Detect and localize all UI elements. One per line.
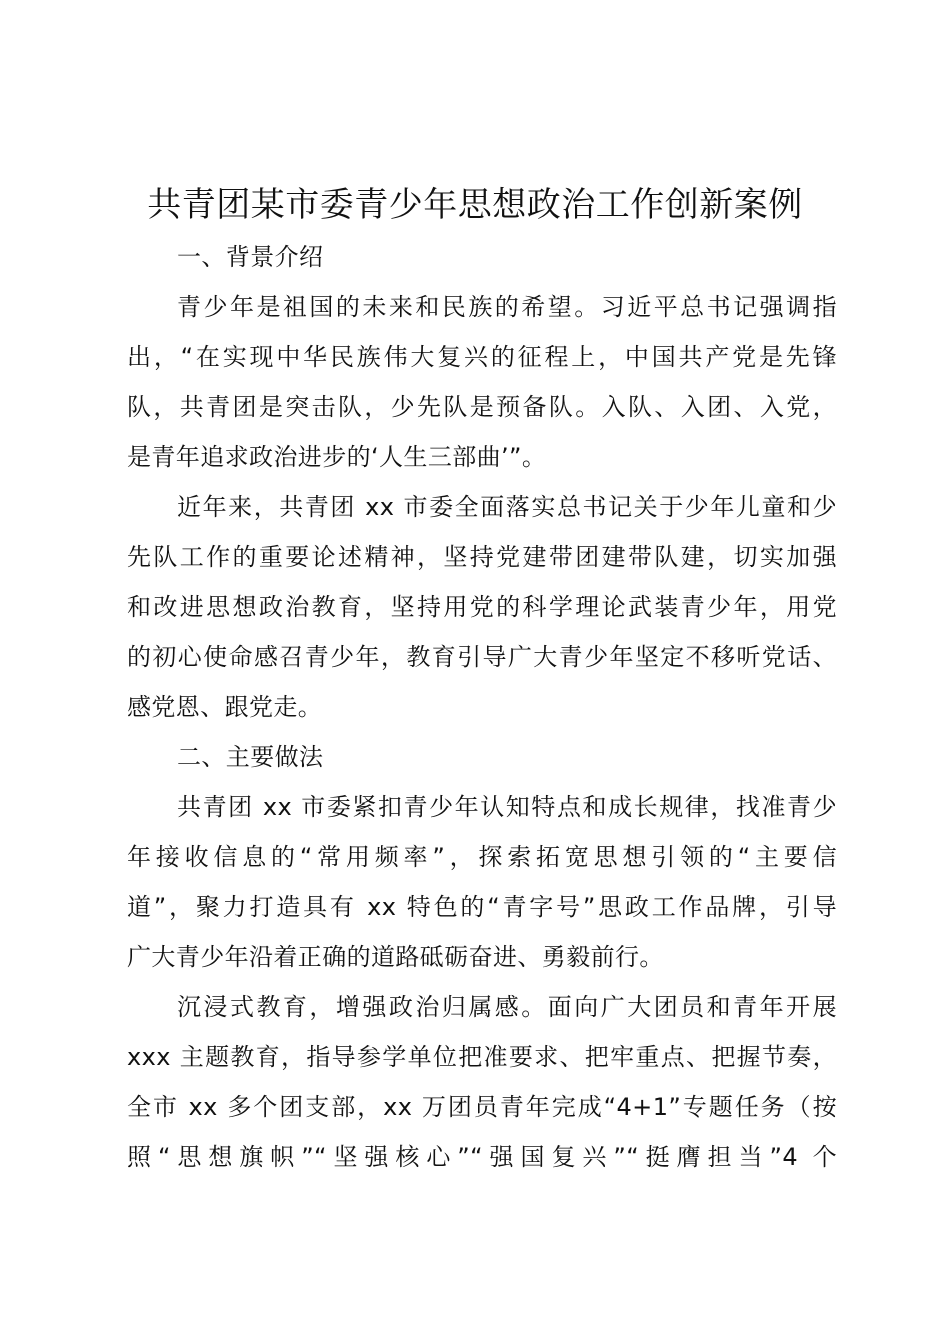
paragraph-line: 和改进思想政治教育，坚持用党的科学理论武装青少年，用党 xyxy=(127,593,837,621)
paragraph-line: 的初心使命感召青少年，教育引导广大青少年坚定不移听党话、 xyxy=(127,643,837,671)
paragraph-line: 青少年是祖国的未来和民族的希望。习近平总书记强调指 xyxy=(177,293,837,321)
paragraph-line: 共青团 xx 市委紧扣青少年认知特点和成长规律，找准青少 xyxy=(177,793,837,821)
paragraph-line: 广大青少年沿着正确的道路砥砺奋进、勇毅前行。 xyxy=(127,943,664,971)
paragraph-line: xxx 主题教育，指导参学单位把准要求、把牢重点、把握节奏， xyxy=(127,1043,837,1071)
paragraph-line: 先队工作的重要论述精神，坚持党建带团建带队建，切实加强 xyxy=(127,543,837,571)
paragraph-line: 道”，聚力打造具有 xx 特色的“青字号”思政工作品牌，引导 xyxy=(127,893,837,921)
paragraph-line: 全市 xx 多个团支部，xx 万团员青年完成“4+1”专题任务（按 xyxy=(127,1093,837,1121)
paragraph-line: 年接收信息的“常用频率”，探索拓宽思想引领的“主要信 xyxy=(127,843,837,871)
document-title: 共青团某市委青少年思想政治工作创新案例 xyxy=(147,185,803,225)
paragraph-line: 照“思想旗帜”“坚强核心”“强国复兴”“挺膺担当”4 个 xyxy=(127,1143,837,1171)
document-body xyxy=(127,232,837,1182)
paragraph-line: 感党恩、跟党走。 xyxy=(127,693,323,721)
paragraph-line: 近年来，共青团 xx 市委全面落实总书记关于少年儿童和少 xyxy=(177,493,837,521)
section-heading-methods: 二、主要做法 xyxy=(177,743,324,771)
paragraph-line: 沉浸式教育，增强政治归属感。面向广大团员和青年开展 xyxy=(177,993,837,1021)
paragraph-line: 队，共青团是突击队，少先队是预备队。入队、入团、入党， xyxy=(127,393,837,421)
paragraph-line: 是青年追求政治进步的‘人生三部曲’”。 xyxy=(127,443,547,471)
paragraph-line: 出，“在实现中华民族伟大复兴的征程上，中国共产党是先锋 xyxy=(127,343,837,371)
section-heading-background: 一、背景介绍 xyxy=(177,243,324,271)
